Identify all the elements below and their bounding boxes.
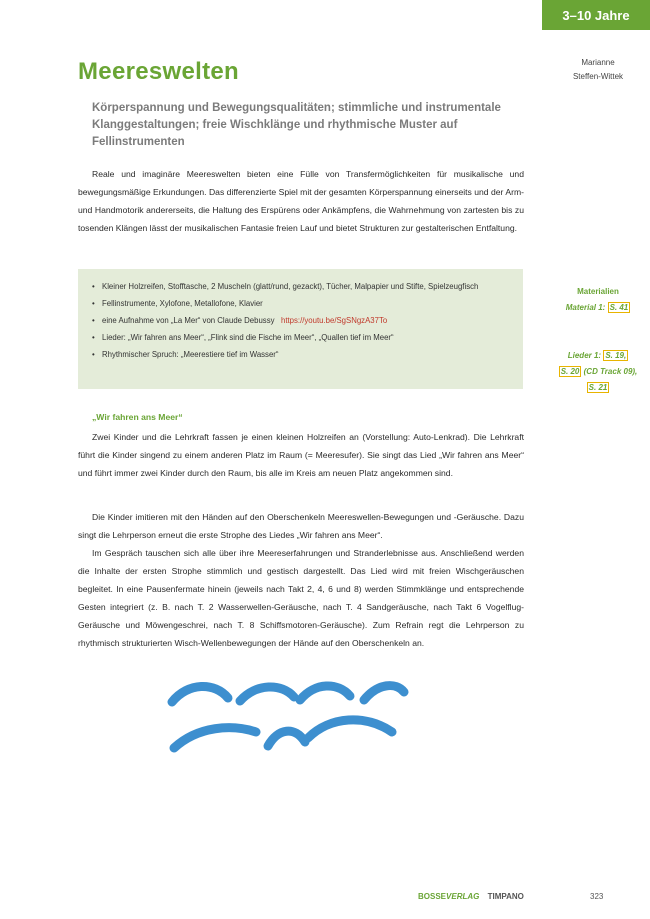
lieder-label: Lieder 1:: [567, 351, 602, 360]
wave-stroke: [174, 728, 256, 748]
material-page-ref[interactable]: S. 41: [609, 303, 629, 312]
series-name: TIMPANO: [487, 892, 524, 901]
bullet-icon: •: [92, 282, 95, 291]
list-item: • Rhythmischer Spruch: „Meerestiere tief im Wasser“: [94, 346, 523, 363]
youtube-link[interactable]: https://youtu.be/SgSNgzA37To: [281, 316, 388, 325]
materials-list: [78, 269, 523, 363]
list-item: • Fellinstrumente, Xylofone, Metallofone, Klavier: [94, 295, 523, 312]
section-paragraph: Die Kinder imitieren mit den Händen auf den Oberschenkeln Meereswellen-Bewegungen und -Geräusche. Dazu singt die Lehrperson erneut die erste Strophe des Liedes „Wir fahren ans Meer“.: [78, 512, 524, 540]
sidebar-materials: [548, 284, 648, 316]
wave-stroke: [300, 686, 350, 700]
list-item: • eine Aufnahme von „La Mer“ von Claude Debussy https://youtu.be/SgSNgzA37To: [94, 312, 523, 329]
lieder-page-ref[interactable]: S. 19,: [605, 351, 627, 360]
material-label: Material 1:: [565, 303, 606, 312]
materials-box: [78, 269, 523, 389]
list-item: • Kleiner Holzreifen, Stofftasche, 2 Muscheln (glatt/rund, gezackt), Tücher, Malpapier und Stifte, Spielzeugfisch: [94, 278, 523, 295]
list-item: • Lieder: „Wir fahren ans Meer“, „Flink sind die Fische im Meer“, „Quallen tief im Meer“: [94, 329, 523, 346]
wave-stroke: [364, 686, 404, 700]
wave-stroke: [240, 687, 294, 701]
sidebar-heading: Materialien: [577, 287, 619, 296]
author-first-name: Marianne: [581, 58, 615, 67]
bullet-icon: •: [92, 333, 95, 342]
cd-track-ref: (CD Track 09),: [583, 367, 638, 376]
author: [548, 56, 648, 84]
sidebar-lieder: [548, 348, 648, 396]
wave-strokes-illustration: [160, 676, 450, 761]
section-paragraph: Zwei Kinder und die Lehrkraft fassen je einen kleinen Holzreifen an (Vorstellung: Auto-Lenkrad). Die Lehrkraft führt die Kinder singend zu einem anderen Platz im Raum (= Meeresufer). Sie singt das Lied „Wir fahren ans Meer“ und führt immer zwei Kinder durch den Raum, bis alle im Kreis am neuen Platz angekommen sind.: [78, 432, 524, 478]
page-subtitle: Körperspannung und Bewegungsqualitäten; stimmliche und instrumentale Klanggestaltungen; freie Wischklänge und rhythmische Muster auf Fellinstrumenten: [92, 102, 501, 148]
bullet-icon: •: [92, 350, 95, 359]
age-range-tab: [542, 0, 650, 30]
bullet-icon: •: [92, 299, 95, 308]
page-number: 323: [590, 892, 604, 901]
section-paragraph: Im Gespräch tauschen sich alle über ihre Meereserfahrungen und Stranderlebnisse aus. Anschließend werden die Inhalte der ersten Strophe stimmlich und gestisch dargestellt. Das Lied wird mit freien Wischgeräuschen begleitet. In eine Pausenfermate hinein (jeweils nach Takt 2, 4, 6 und 8) werden Stimmklänge und entsprechende Gesten integriert (z. B. nach T. 2 Wasserwellen-Geräusche, nach T. 4 Sandgeräusche, nach Takt 6 Vogelflug-Geräusche und Möwengeschrei, nach T. 8 Schiffsmotoren-Geräusche). Zum Refrain regt die Lehrperson zu rhythmisch strukturierten Wisch-Wellenbewegungen der Hände auf den Oberschenkeln an.: [78, 548, 524, 648]
wave-stroke: [172, 686, 228, 702]
wave-stroke: [268, 731, 305, 746]
lieder-page-ref[interactable]: S. 20: [560, 367, 580, 376]
age-range-label: 3–10 Jahre: [562, 7, 630, 23]
bullet-icon: •: [92, 316, 95, 325]
page-title: Meereswelten: [78, 58, 240, 85]
lieder-page-ref[interactable]: S. 21: [588, 383, 608, 392]
wave-stroke: [308, 720, 392, 738]
publisher-logo: BOSSEVERLAG TIMPANO: [418, 892, 524, 901]
section-heading: „Wir fahren ans Meer“: [92, 412, 183, 422]
intro-paragraph: Reale und imaginäre Meereswelten bieten eine Fülle von Transfermöglichkeiten für musikalische und bewegungsmäßige Erkundungen. Das differenzierte Spiel mit der gesamten Körperspannung einerseits und der Arm- und Handmotorik andererseits, die Haltung des Erspürens oder Ankämpfens, die Wahrnehmung von zartesten bis zu tosenden Klängen lässt der musikalischen Fantasie freien Lauf und bietet Strukturen zur gestalterischen Entfaltung.: [78, 169, 524, 233]
author-last-name: Steffen-Wittek: [572, 72, 624, 81]
